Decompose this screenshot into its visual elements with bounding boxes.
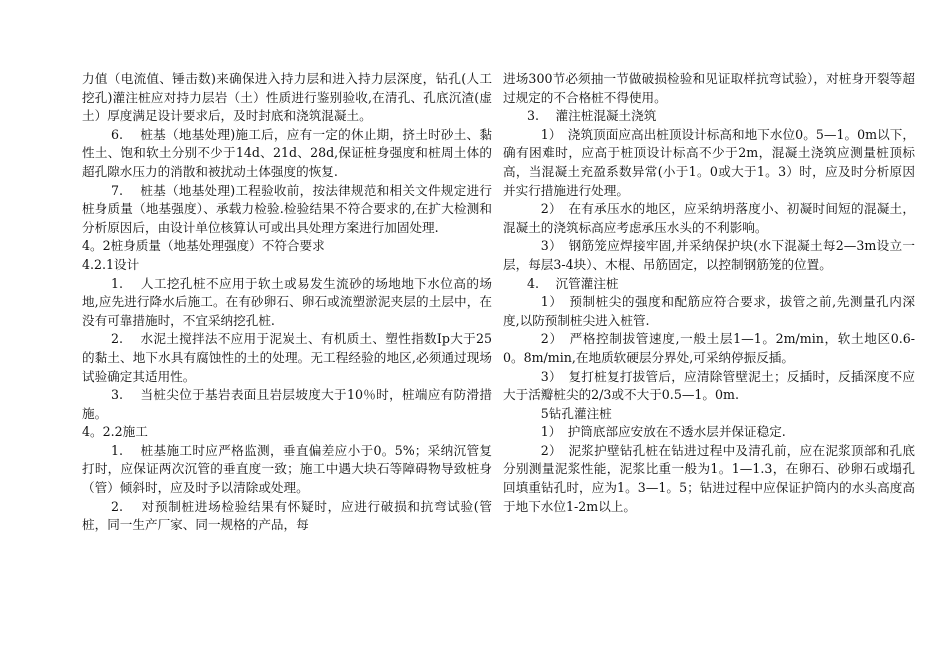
item-heading: 4. 沉管灌注桩 [526,275,619,291]
paragraph: 2. 水泥土搅拌法不应用于泥炭土、有机质土、塑性指数Ip大于25的黏土、地下水具有腐蚀性的土的处理。无工程经验的地区,必须通过现场试验确定其适用性。 [82,331,492,384]
paragraph: 进场300节必须抽一节做破损检验和见证取样抗弯试验），对桩身开裂等超过规定的不合格桩不得使用。 [503,71,915,105]
paragraph: 6. 桩基（地基处理)施工后，应有一定的休止期，挤土时砂土、黏性土、饱和软土分别不少于14d、21d、28d,保证桩身强度和桩周土体的超孔隙水压力的消散和被扰动土体强度的恢复. [82,126,492,179]
left-column [82,70,492,535]
subsection-heading: 4。2.2施工 [82,424,148,440]
paragraph: 3） 复打桩复打拔管后，应清除管壁泥土；反插时，反插深度不应大于活瓣桩尖的2/3或不大于0.5—1。0m. [503,368,915,403]
subsection-heading: 4.2.1设计 [82,256,140,272]
paragraph: 7. 桩基（地基处理)工程验收前，按法律规范和相关文件规定进行桩身质量（地基强度）、承载力检验.检验结果不符合要求的,在扩大检测和分析原因后，由设计单位核算认可或出具处理方案进行加固处理. [82,182,492,235]
paragraph: 力值（电流值、锤击数)来确保进入持力层和进入持力层深度，钻孔(人工挖孔)灌注桩应对持力层岩（土）性质进行鉴别验收,在清孔、孔底沉渣(虚土）厚度满足设计要求后，及时封底和浇筑混凝土。 [82,71,492,124]
paragraph: 1） 预制桩尖的强度和配筋应符合要求，拔管之前,先测量孔内深度,以防预制桩尖进入桩管. [503,294,915,328]
paragraph: 1. 人工挖孔桩不应用于软土或易发生流砂的场地地下水位高的场地,应先进行降水后施工。在有砂卵石、卵石或流塑淤泥夹层的土层中，在没有可靠措施时，不宜采纳挖孔桩. [82,275,492,328]
paragraph: 3. 当桩尖位于基岩表面且岩层坡度大于10％时，桩端应有防滑措施。 [82,387,492,421]
item-heading: 5钻孔灌注桩 [540,405,612,421]
paragraph: 1） 浇筑顶面应高出桩顶设计标高和地下水位0。5—1。0m以下，确有困难时，应高于桩顶设计标高不少于2m，混凝土浇筑应测量桩顶标高，当混凝土充盈系数异常(小于1。0或大于1。3）时，应及时分析原因并实行措施进行处理。 [503,126,915,198]
paragraph: 2. 对预制桩进场检验结果有怀疑时，应进行破损和抗弯试验(管桩，同一生产厂家、同一规格的产品，每 [82,498,492,533]
paragraph: 3） 钢筋笼应焊接牢固,并采纳保护块(水下混凝土每2—3m设立一层，每层3-4块）、木棍、吊筋固定，以控制钢筋笼的位置。 [503,238,915,272]
section-heading: 4。2桩身质量（地基处理强度）不符合要求 [82,238,325,254]
paragraph: 2） 在有承压水的地区，应采纳坍落度小、初凝时间短的混凝土，混凝土的浇筑标高应考虑承压水头的不利影响。 [503,201,915,235]
paragraph: 1. 桩基施工时应严格监测，垂直偏差应小于0。5%；采纳沉管复打时，应保证两次沉管的垂直度一致；施工中遇大块石等障碍物导致桩身（管）倾斜时，应及时予以清除或处理。 [82,442,492,496]
right-column [503,70,915,516]
paragraph: 2） 泥浆护壁钻孔桩在钻进过程中及清孔前，应在泥浆顶部和孔底分别测量泥浆性能，泥浆比重一般为1。1—1.3，在卵石、砂卵石或塌孔回填重钻孔时，应为1。3—1。5；钻进过程中应保证护筒内的水头高度高于地下水位1-2m以上。 [503,442,915,514]
paragraph: 2） 严格控制拔管速度,一般土层1—1。2m/min，软土地区0.6-0。8m/min,在地质软硬层分界处,可采纳停振反插。 [503,331,915,365]
paragraph: 1） 护筒底部应安放在不透水层并保证稳定. [540,424,786,440]
item-heading: 3. 灌注桩混凝土浇筑 [526,108,657,124]
